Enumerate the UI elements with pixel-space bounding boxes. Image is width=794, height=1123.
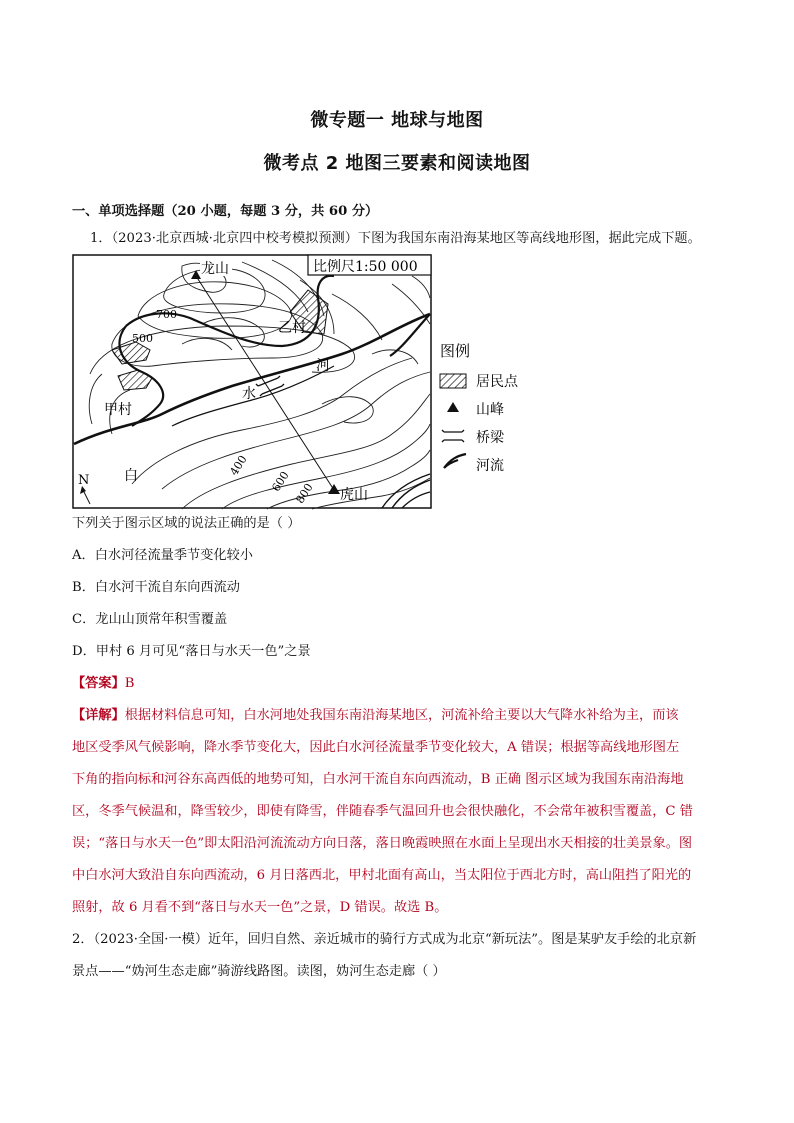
question-2-line-2: 景点——“妫河生态走廊”骑游线路图。读图，妫河生态走廊（ ）	[72, 964, 446, 979]
page-subtitle: 微考点 2 地图三要素和阅读地图	[263, 153, 531, 174]
explanation-line-2: 地区受季风气候影响，降水季节变化大，因此白水河径流量季节变化较大，A 错误；根据等高线地形图左	[72, 740, 680, 755]
river-branches-southeast	[382, 474, 430, 508]
legend-bridge-icon	[442, 430, 464, 442]
north-label: N	[78, 473, 90, 488]
explain-tag: 【详解】	[72, 708, 125, 723]
contour-label-800: 800	[293, 481, 316, 506]
peak-hushan-marker	[328, 484, 340, 494]
contour-label-500: 500	[132, 332, 153, 345]
page-title: 微专题一 地球与地图	[310, 110, 484, 131]
explanation-line-5: 误；“落日与水天一色”即太阳沿河流流动方向日落，落日晚霞映照在水面上呈现出水天相接的壮美景象。图	[72, 836, 693, 851]
contour-label-400: 400	[227, 453, 250, 478]
legend-river-icon	[444, 454, 466, 468]
village-a-label: 甲村	[104, 402, 132, 418]
legend-settlement-label: 居民点	[476, 374, 518, 390]
legend-peak-label: 山峰	[476, 402, 504, 418]
explanation-line-3: 下角的指向标和河谷东高西低的地势可知，白水河干流自东向西流动，B 正确 图示区域为我国东南沿海地	[72, 772, 684, 787]
contour-label-600: 600	[269, 469, 292, 494]
peak-south-label: 虎山	[340, 487, 368, 503]
section-heading: 一、单项选择题（20 小题，每题 3 分，共 60 分）	[72, 204, 379, 219]
legend-bridge-label: 桥梁	[476, 430, 504, 446]
contour-label-700: 700	[156, 308, 177, 321]
explanation-line-4: 区，冬季气候温和，降雪较少，即使有降雪，伴随春季气温回升也会很快融化，不会常年被积雪覆盖，C 错	[72, 804, 693, 819]
option-c: C．龙山山顶常年积雪覆盖	[72, 612, 228, 627]
explanation-line-1	[72, 706, 724, 726]
river-tributary	[390, 314, 430, 356]
question-1-prompt: 下列关于图示区域的说法正确的是（ ）	[72, 516, 301, 531]
legend-settlement-icon	[440, 374, 466, 388]
option-d: D．甲村 6 月可见“落日与水天一色”之景	[72, 644, 311, 659]
answer-tag: 【答案】	[72, 676, 125, 691]
explanation-line-7: 照射，故 6 月看不到“落日与水天一色”之景，D 错误。故选 B。	[72, 900, 448, 915]
question-1-stem: 1．（2023·北京西城·北京四中校考模拟预测）下图为我国东南沿海某地区等高线地形图，据此完成下题。	[90, 231, 701, 246]
explanation-text-1: 根据材料信息可知，白水河地处我国东南沿海某地区，河流补给主要以大气降水补给为主，而该	[124, 708, 679, 723]
answer-line	[72, 674, 732, 694]
river-label-he: 河	[316, 358, 330, 374]
contour-map	[72, 254, 542, 514]
option-b: B．白水河干流自东向西流动	[72, 580, 240, 595]
contour-map-figure	[72, 254, 542, 514]
settlement-west-1	[112, 342, 150, 364]
legend-title: 图例	[440, 342, 471, 360]
explanation-line-6: 中白水河大致沿自东向西流动，6 月日落西北，甲村北面有高山，当太阳位于西北方时，高山阻挡了阳光的	[72, 868, 692, 883]
peak-north-label: 龙山	[201, 261, 229, 277]
option-a: A．白水河径流量季节变化较小	[72, 548, 253, 563]
answer-value: B	[124, 676, 135, 691]
scale-label: 比例尺1:50 000	[313, 259, 418, 275]
legend-river-label: 河流	[476, 458, 504, 474]
peak-longshan-marker	[191, 270, 201, 279]
settlement-jiacun	[118, 370, 152, 390]
village-b-label: 乙村	[278, 320, 306, 336]
question-2-line-1: 2．（2023·全国·一模）近年，回归自然、亲近城市的骑行方式成为北京“新玩法”。图是某驴友手绘的北京新	[72, 932, 697, 947]
river-label-shui: 水	[242, 386, 256, 402]
river-label-bai: 白	[124, 468, 138, 484]
legend-peak-icon	[447, 402, 459, 412]
